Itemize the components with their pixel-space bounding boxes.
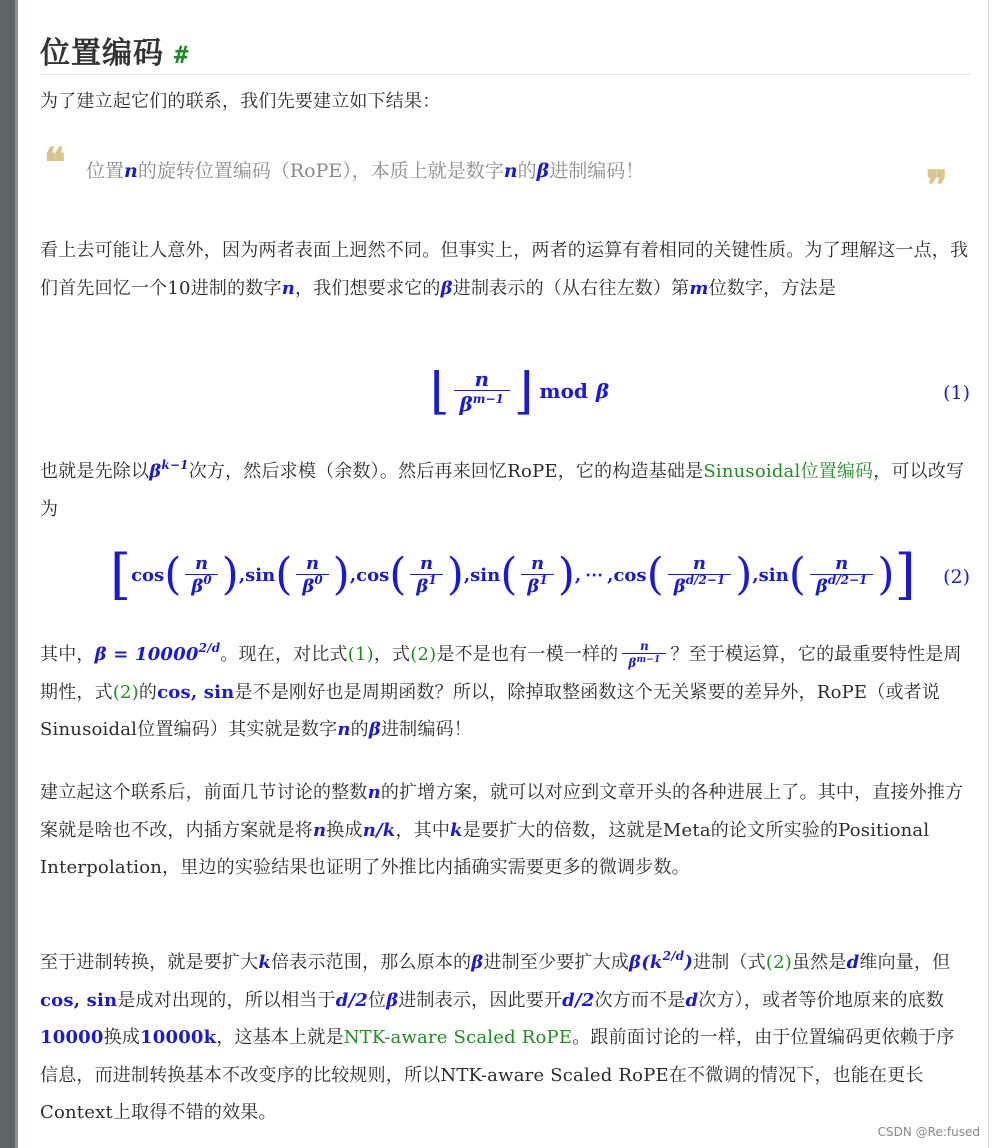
equation-1-label: (1) [943, 382, 970, 404]
close-quote-icon: ❞ [926, 162, 948, 209]
sinusoidal-link[interactable]: Sinusoidal位置编码 [703, 461, 874, 482]
ref-eq2-link[interactable]: (2) [410, 644, 437, 665]
quote-text: 位置n的旋转位置编码（RoPE），本质上就是数字n的β进制编码！ [86, 160, 645, 182]
equation-1: ⌊ $\frac{n}{\beta^{m-1}}$ ⌋ mod β (1) [430, 362, 970, 420]
ntk-aware-link[interactable]: NTK-aware Scaled RoPE [343, 1027, 573, 1048]
paragraph-2: 也就是先除以$\beta^{k-1}$次方，然后求模（余数）。然后再来回忆RoPE，它的构造基础是Sinusoidal位置编码，可以改写为 [40, 458, 965, 520]
heading-divider [40, 74, 970, 75]
open-quote-icon: ❝ [44, 139, 66, 186]
heading-anchor-link[interactable]: # [174, 41, 190, 69]
section-heading [40, 28, 189, 72]
left-sidebar-bar [0, 0, 18, 1148]
eq1-fraction: $\frac{n}{\beta^{m-1}}$ [454, 368, 510, 415]
equation-2-label: (2) [943, 566, 970, 588]
heading-text: 位置编码 [40, 36, 164, 71]
equation-2: [ cos ( $\frac{n}{\beta^0}$ ) , sin ( $\frac{n}{\beta^0}$ ) , cos ( $\frac{n}{\beta^1}$ ) , sin ( $\frac{n}{\beta^1}$ ) , ⋯ , cos ( $\frac{n}{\beta^{d/2-1}}$ ) , sin ( $\frac{n}{\beta^{d/2-1}}$ ) ] (2) [110, 543, 970, 606]
paragraph-3: 其中，$\beta = 10000^{2/d}$。现在，对比式(1)，式(2)是不是也有一模一样的 $\frac{n}{\beta^{m-1}}$ ？至于模运算，它的最重要特性是周期性，式(2)的cos, sin是不是刚好也是周期函数？所以，除掉取整函数这个无关紧要的差异外，RoPE（或者说Sinusoidal位置编码）其实就是数字n的β进制编码！ [40, 638, 962, 740]
ref-eq2-link-c[interactable]: (2) [765, 952, 792, 973]
paragraph-5: 至于进制转换，就是要扩大k倍表示范围，那么原本的β进制至少要扩大成$\beta(k^{2/d})$进制（式(2)虽然是d维向量，但cos, sin是成对出现的，所以相当于d/2位β进制表示，因此要开d/2次方而不是d次方），或者等价地原来的底数10000换成10000k，这基本上就是NTK-aware Scaled RoPE。跟前面讨论的一样，由于位置编码更依赖于序信息，而进制转换基本不改变序的比较规则，所以NTK-aware Scaled RoPE在不微调的情况下，也能在更长Context上取得不错的效果。 [40, 949, 955, 1123]
csdn-watermark: CSDN @Re:fused [877, 1125, 980, 1139]
paragraph-4: 建立起这个联系后，前面几节讨论的整数n的扩增方案，就可以对应到文章开头的各种进展上了。其中，直接外推方案就是啥也不改，内插方案就是将n换成n/k，其中k是要扩大的倍数，这就是Meta的论文所实验的Positional Interpolation，里边的实验结果也证明了外推比内插确实需要更多的微调步数。 [40, 782, 964, 878]
ref-eq2-link-b[interactable]: (2) [112, 681, 139, 703]
paragraph-1: 看上去可能让人意外，因为两者表面上迥然不同。但事实上，两者的运算有着相同的关键性质。为了理解这一点，我们首先回忆一个10进制的数字n，我们想要求它的β进制表示的（从右往左数）第m位数字，方法是 [40, 240, 969, 299]
right-border-line [988, 0, 989, 1148]
intro-paragraph: 为了建立起它们的联系，我们先要建立如下结果： [40, 91, 441, 112]
ref-eq1-link[interactable]: (1) [347, 644, 374, 665]
